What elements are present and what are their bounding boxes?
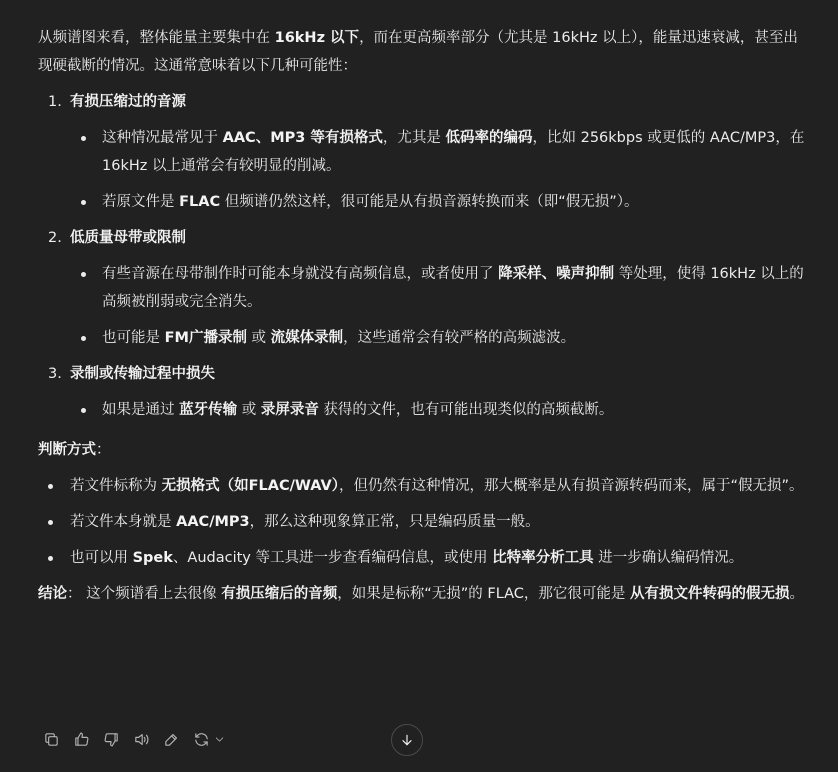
list-item	[70, 188, 808, 216]
list-item	[38, 508, 808, 536]
bullet-text: 等处理，使得 16kHz 以上的高频被削弱或完全消失。	[102, 266, 804, 310]
intro-text: 从频谱图来看，整体能量主要集中在	[38, 30, 275, 46]
bullet-bold: 比特率分析工具	[492, 550, 594, 566]
cause-title: 录制或传输过程中损失	[70, 366, 215, 382]
bullet-text: 、Audacity 等工具进一步查看编码信息，或使用	[172, 550, 493, 566]
bullet-text: 若文件标称为	[70, 478, 162, 494]
cause-item-1	[38, 88, 808, 216]
read-aloud-button[interactable]	[130, 728, 152, 750]
bullet-bold: AAC、MP3 等有损格式	[222, 130, 383, 146]
intro-bold: 16kHz 以下	[274, 30, 360, 46]
judge-title: 判断方式	[38, 442, 96, 458]
list-item	[70, 260, 808, 316]
judge-section	[38, 436, 808, 572]
bullet-bold: 低码率的编码	[445, 130, 533, 146]
bullet-text: 若文件本身就是	[70, 514, 177, 530]
arrow-down-icon	[399, 732, 415, 748]
conclusion-text: 。	[789, 586, 804, 602]
bullet-text: 若原文件是	[102, 194, 180, 210]
scroll-to-bottom-button[interactable]	[391, 724, 423, 756]
bad-response-button[interactable]	[100, 728, 122, 750]
read-aloud-icon	[133, 731, 150, 748]
bullet-text: ，但仍然有这种情况，那大概率是从有损音源转码而来，属于“假无损”。	[338, 478, 804, 494]
cause-title: 低质量母带或限制	[70, 230, 186, 246]
conclusion-bold: 从有损文件转码的假无损	[630, 586, 790, 602]
thumbs-down-icon	[103, 731, 120, 748]
assistant-message	[38, 24, 808, 608]
conclusion-text: ，如果是标称“无损”的 FLAC，那它很可能是	[337, 586, 630, 602]
bullet-text: 进一步确认编码情况。	[593, 550, 744, 566]
bullet-text: 这种情况最常见于	[102, 130, 223, 146]
list-item	[70, 396, 808, 424]
bullet-text: 或	[246, 330, 271, 346]
bullet-bold: 蓝牙传输	[179, 402, 238, 418]
intro-paragraph	[38, 24, 808, 80]
edit-icon	[163, 731, 180, 748]
cause-item-2	[38, 224, 808, 352]
bullet-text: ，这些通常会有较严格的高频滤波。	[343, 330, 576, 346]
copy-button[interactable]	[40, 728, 62, 750]
bullet-bold: FM广播录制	[164, 330, 247, 346]
regenerate-icon	[193, 731, 210, 748]
bullet-bold: 流媒体录制	[270, 330, 344, 346]
chevron-down-icon	[213, 733, 226, 746]
bullet-text: 获得的文件，也有可能出现类似的高频截断。	[318, 402, 614, 418]
message-action-toolbar	[40, 728, 226, 750]
cause-number: 1.	[48, 94, 62, 110]
bullet-text: ，比如 256kbps 或更低的 AAC/MP3，在 16kHz 以上通常会有较明显的削减。	[102, 130, 805, 174]
cause-number: 3.	[48, 366, 62, 382]
bullet-text: ，那么这种现象算正常，只是编码质量一般。	[249, 514, 540, 530]
bullet-text: 有些音源在母带制作时可能本身就没有高频信息，或者使用了	[102, 266, 499, 282]
conclusion-text: ： 这个频谱看上去很像	[67, 586, 222, 602]
bullet-bold: 降采样、噪声抑制	[498, 266, 615, 282]
causes-list	[38, 88, 808, 424]
conclusion-bold: 有损压缩后的音频	[221, 586, 338, 602]
cause-title: 有损压缩过的音源	[70, 94, 186, 110]
copy-icon	[43, 731, 60, 748]
list-item	[38, 472, 808, 500]
conclusion-label: 结论	[38, 586, 67, 602]
bullet-bold: Spek	[132, 550, 173, 566]
bullet-text: 也可以用	[70, 550, 133, 566]
bullet-text: 如果是通过	[102, 402, 180, 418]
bullet-bold: AAC/MP3	[176, 514, 250, 530]
bullet-text: 也可能是	[102, 330, 165, 346]
bullet-text: 但频谱仍然这样，很可能是从有损音源转换而来（即“假无损”）。	[220, 194, 639, 210]
good-response-button[interactable]	[70, 728, 92, 750]
list-item	[70, 324, 808, 352]
bullet-text: ，尤其是	[382, 130, 446, 146]
thumbs-up-icon	[73, 731, 90, 748]
model-switch-button[interactable]	[212, 728, 226, 750]
bullet-bold: FLAC	[179, 194, 221, 210]
regenerate-button[interactable]	[190, 728, 212, 750]
cause-item-3	[38, 360, 808, 424]
cause-number: 2.	[48, 230, 62, 246]
list-item	[70, 124, 808, 180]
judge-colon: ：	[96, 442, 111, 458]
edit-button[interactable]	[160, 728, 182, 750]
conclusion-paragraph	[38, 580, 808, 608]
judge-heading	[38, 436, 808, 464]
intro-text-2: ，而在更高频率部分（尤其是 16kHz 以上），能量迅速衰减，甚至出现硬截断的情况。这通常意味着以下几种可能性：	[38, 30, 798, 74]
bullet-bold: 无损格式（如FLAC/WAV）	[161, 478, 339, 494]
bullet-bold: 录屏录音	[260, 402, 319, 418]
list-item	[38, 544, 808, 572]
bullet-text: 或	[237, 402, 261, 418]
